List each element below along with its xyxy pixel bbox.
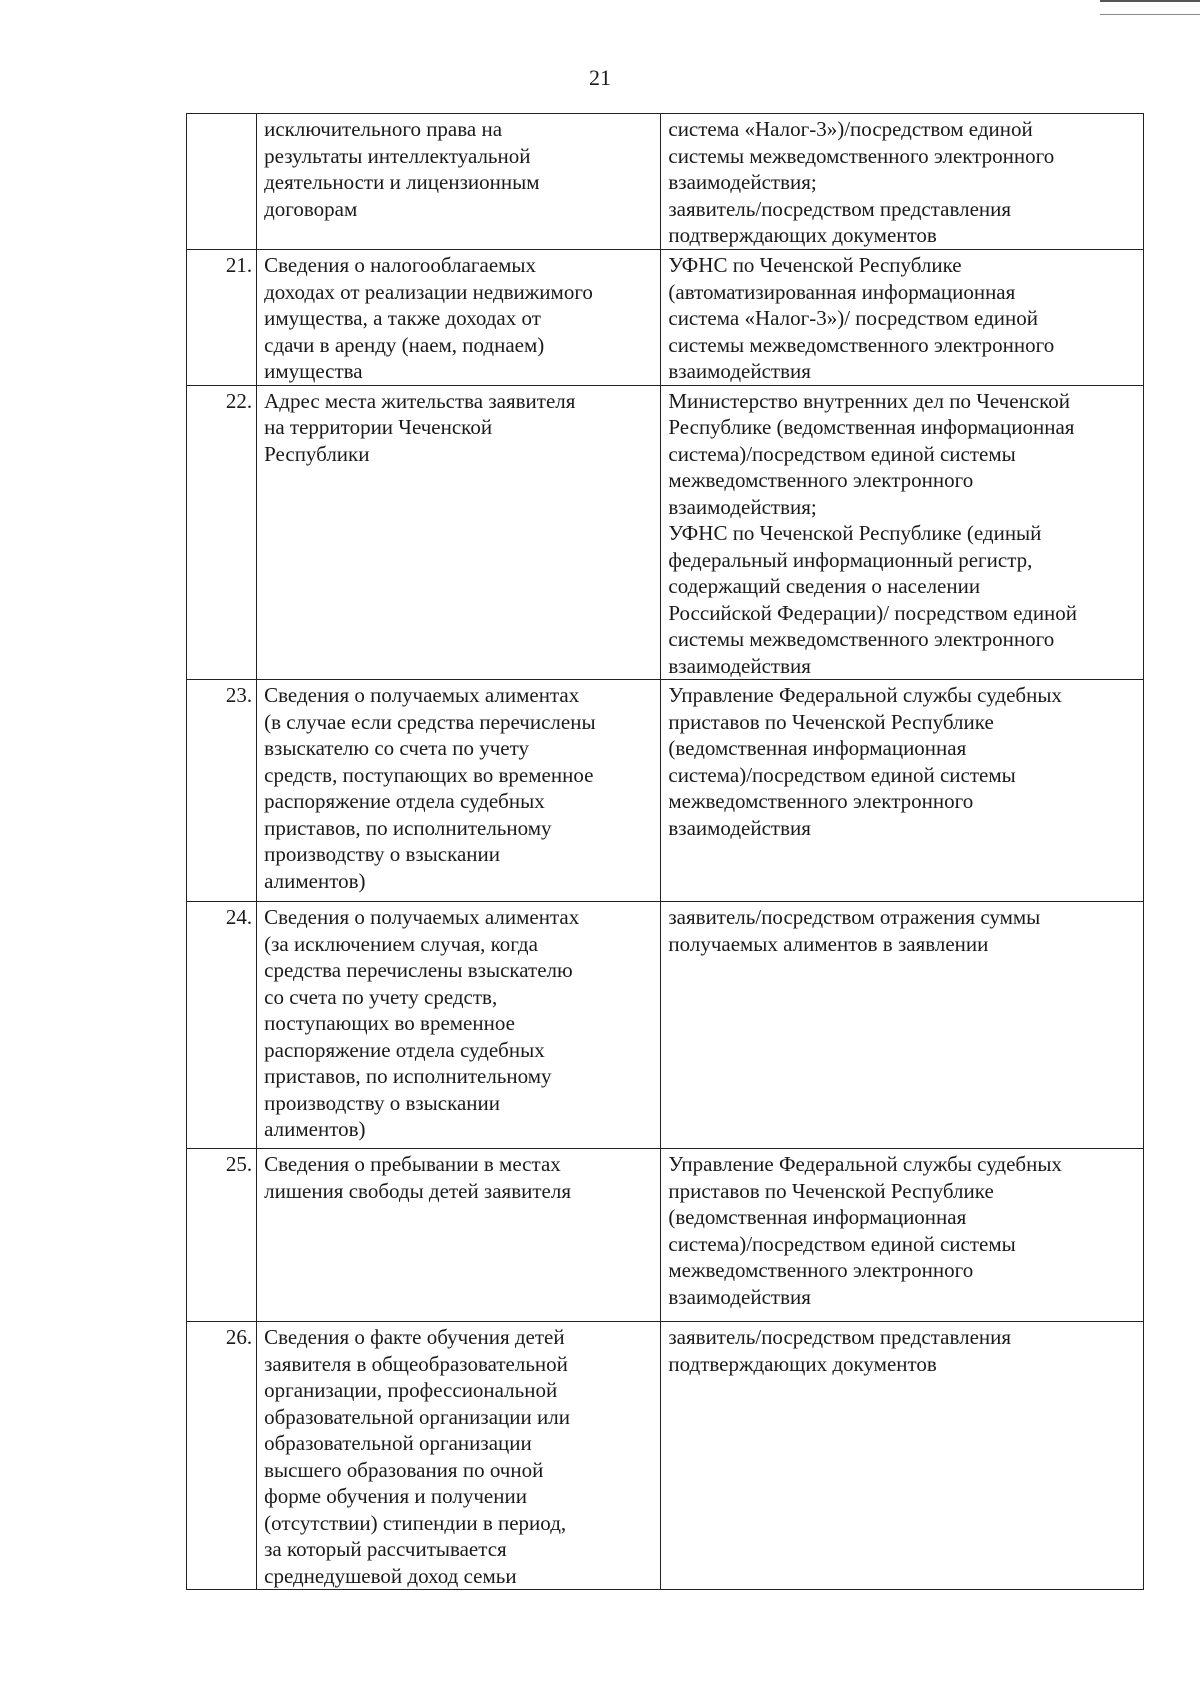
source-line: Министерство внутренних дел по Чеченской <box>668 388 1070 413</box>
source-line: УФНС по Чеченской Республике <box>668 253 962 277</box>
information-line: приставов, по исполнительному <box>264 1064 552 1088</box>
scan-edge-mark-thin <box>1100 14 1200 15</box>
source-line: системы межведомственного электронного <box>668 332 1055 357</box>
source-line: УФНС по Чеченской Республике (единый <box>668 521 1042 545</box>
information-line: имущества, а также доходах от <box>264 306 541 330</box>
information-line: взыскателю со счета по учету <box>264 736 529 760</box>
information-line: Сведения о налогооблагаемых <box>264 253 537 277</box>
source-line: система)/посредством единой системы <box>668 1231 1016 1256</box>
source-line: система «Налог-3»)/ посредством единой <box>668 306 1038 330</box>
information-line: алиментов) <box>264 1117 366 1141</box>
information-line: средства перечислены взыскателю <box>264 958 573 982</box>
source-line: получаемых алиментов в заявлении <box>668 931 989 956</box>
information-line: форме обучения и получении <box>264 1484 527 1508</box>
information-line: организации, профессиональной <box>264 1378 558 1402</box>
table-row <box>187 1322 1144 1590</box>
row-number: 22. <box>187 385 257 680</box>
information-line: производству о взыскании <box>264 1090 501 1115</box>
source-line: заявитель/посредством представления <box>668 196 1012 221</box>
information-line: заявителя в общеобразовательной <box>264 1351 568 1376</box>
row-number: 24. <box>187 902 257 1149</box>
information-line: сдачи в аренду (наем, поднаем) <box>264 332 545 357</box>
row-number: 25. <box>187 1149 257 1322</box>
source-cell <box>661 1322 1144 1590</box>
source-line: система «Налог-3»)/посредством единой <box>668 117 1033 141</box>
information-line: на территории Чеченской <box>264 415 493 439</box>
source-line: приставов по Чеченской Республике <box>668 709 994 734</box>
information-line: распоряжение отдела судебных <box>264 1037 545 1062</box>
information-line: результаты интеллектуальной <box>264 143 531 168</box>
source-cell <box>661 250 1144 386</box>
information-line: среднедушевой доход семьи <box>264 1563 517 1588</box>
source-line: (ведомственная информационная <box>668 736 967 760</box>
information-line: высшего образования по очной <box>264 1457 544 1482</box>
row-number: 21. <box>187 250 257 386</box>
information-line: образовательной организации или <box>264 1404 570 1429</box>
information-line: договорам <box>264 196 358 221</box>
information-line: распоряжение отдела судебных <box>264 789 545 813</box>
information-line: Республики <box>264 441 370 466</box>
table-row <box>187 385 1144 680</box>
source-line: (автоматизированная информационная <box>668 279 1016 304</box>
source-cell <box>661 902 1144 1149</box>
source-line: межведомственного электронного <box>668 789 974 813</box>
source-line: приставов по Чеченской Республике <box>668 1178 994 1203</box>
information-line: за который рассчитывается <box>264 1537 507 1561</box>
documents-table <box>186 113 1144 1590</box>
source-line: система)/посредством единой системы <box>668 441 1016 466</box>
information-line: средств, поступающих во временное <box>264 762 594 787</box>
source-line: системы межведомственного электронного <box>668 143 1055 168</box>
information-line: Сведения о получаемых алиментах <box>264 905 580 929</box>
source-line: системы межведомственного электронного <box>668 627 1055 651</box>
source-line: подтверждающих документов <box>668 1351 937 1376</box>
source-line: (ведомственная информационная <box>668 1205 967 1229</box>
information-line: Сведения о пребывании в местах <box>264 1152 561 1176</box>
information-line: доходах от реализации недвижимого <box>264 279 593 304</box>
source-line: межведомственного электронного <box>668 1258 974 1282</box>
source-line: заявитель/посредством отражения суммы <box>668 905 1041 929</box>
information-line: поступающих во временное <box>264 1011 515 1035</box>
information-line: деятельности и лицензионным <box>264 170 540 194</box>
information-cell <box>257 385 661 680</box>
source-cell <box>661 385 1144 680</box>
information-line: приставов, по исполнительному <box>264 815 552 840</box>
information-cell <box>257 1322 661 1590</box>
information-line: имущества <box>264 359 363 383</box>
source-line: Российской Федерации)/ посредством единой <box>668 600 1078 625</box>
source-line: содержащий сведения о населении <box>668 574 981 598</box>
source-line: Управление Федеральной службы судебных <box>668 683 1062 707</box>
row-number: 26. <box>187 1322 257 1590</box>
information-line: со счета по учету средств, <box>264 984 498 1009</box>
information-line: образовательной организации <box>264 1431 532 1455</box>
source-line: взаимодействия <box>668 653 811 678</box>
information-line: (за исключением случая, когда <box>264 931 538 956</box>
information-line: лишения свободы детей заявителя <box>264 1178 571 1203</box>
source-line: система)/посредством единой системы <box>668 762 1016 787</box>
information-line: Сведения о факте обучения детей <box>264 1325 565 1349</box>
table-body <box>187 114 1144 1590</box>
information-line: (в случае если средства перечислены <box>264 709 596 734</box>
row-number: 23. <box>187 680 257 902</box>
source-line: межведомственного электронного <box>668 468 974 492</box>
source-line: взаимодействия <box>668 815 811 840</box>
source-line: Республике (ведомственная информационная <box>668 415 1075 439</box>
information-line: (отсутствии) стипендии в период, <box>264 1510 567 1535</box>
table-row <box>187 250 1144 386</box>
source-line: Управление Федеральной службы судебных <box>668 1152 1062 1176</box>
source-line: взаимодействия; <box>668 494 817 519</box>
information-line: Сведения о получаемых алиментах <box>264 683 580 707</box>
information-line: производству о взыскании <box>264 842 501 866</box>
source-cell <box>661 1149 1144 1322</box>
source-line: взаимодействия; <box>668 170 817 194</box>
source-line: заявитель/посредством представления <box>668 1325 1012 1349</box>
scan-edge-mark <box>1100 0 1200 2</box>
information-cell <box>257 114 661 250</box>
information-cell <box>257 680 661 902</box>
table-row <box>187 1149 1144 1322</box>
page-number: 21 <box>589 65 611 90</box>
source-cell <box>661 114 1144 250</box>
information-line: Адрес места жительства заявителя <box>264 388 576 413</box>
source-line: взаимодействия <box>668 1284 811 1309</box>
table-row <box>187 114 1144 250</box>
table-row <box>187 680 1144 902</box>
information-line: исключительного права на <box>264 117 503 141</box>
information-cell <box>257 1149 661 1322</box>
source-line: подтверждающих документов <box>668 223 937 247</box>
source-cell <box>661 680 1144 902</box>
row-number <box>187 114 257 250</box>
source-line: федеральный информационный регистр, <box>668 547 1033 572</box>
information-line: алиментов) <box>264 868 366 893</box>
information-cell <box>257 250 661 386</box>
information-cell <box>257 902 661 1149</box>
source-line: взаимодействия <box>668 359 811 383</box>
table-row <box>187 902 1144 1149</box>
